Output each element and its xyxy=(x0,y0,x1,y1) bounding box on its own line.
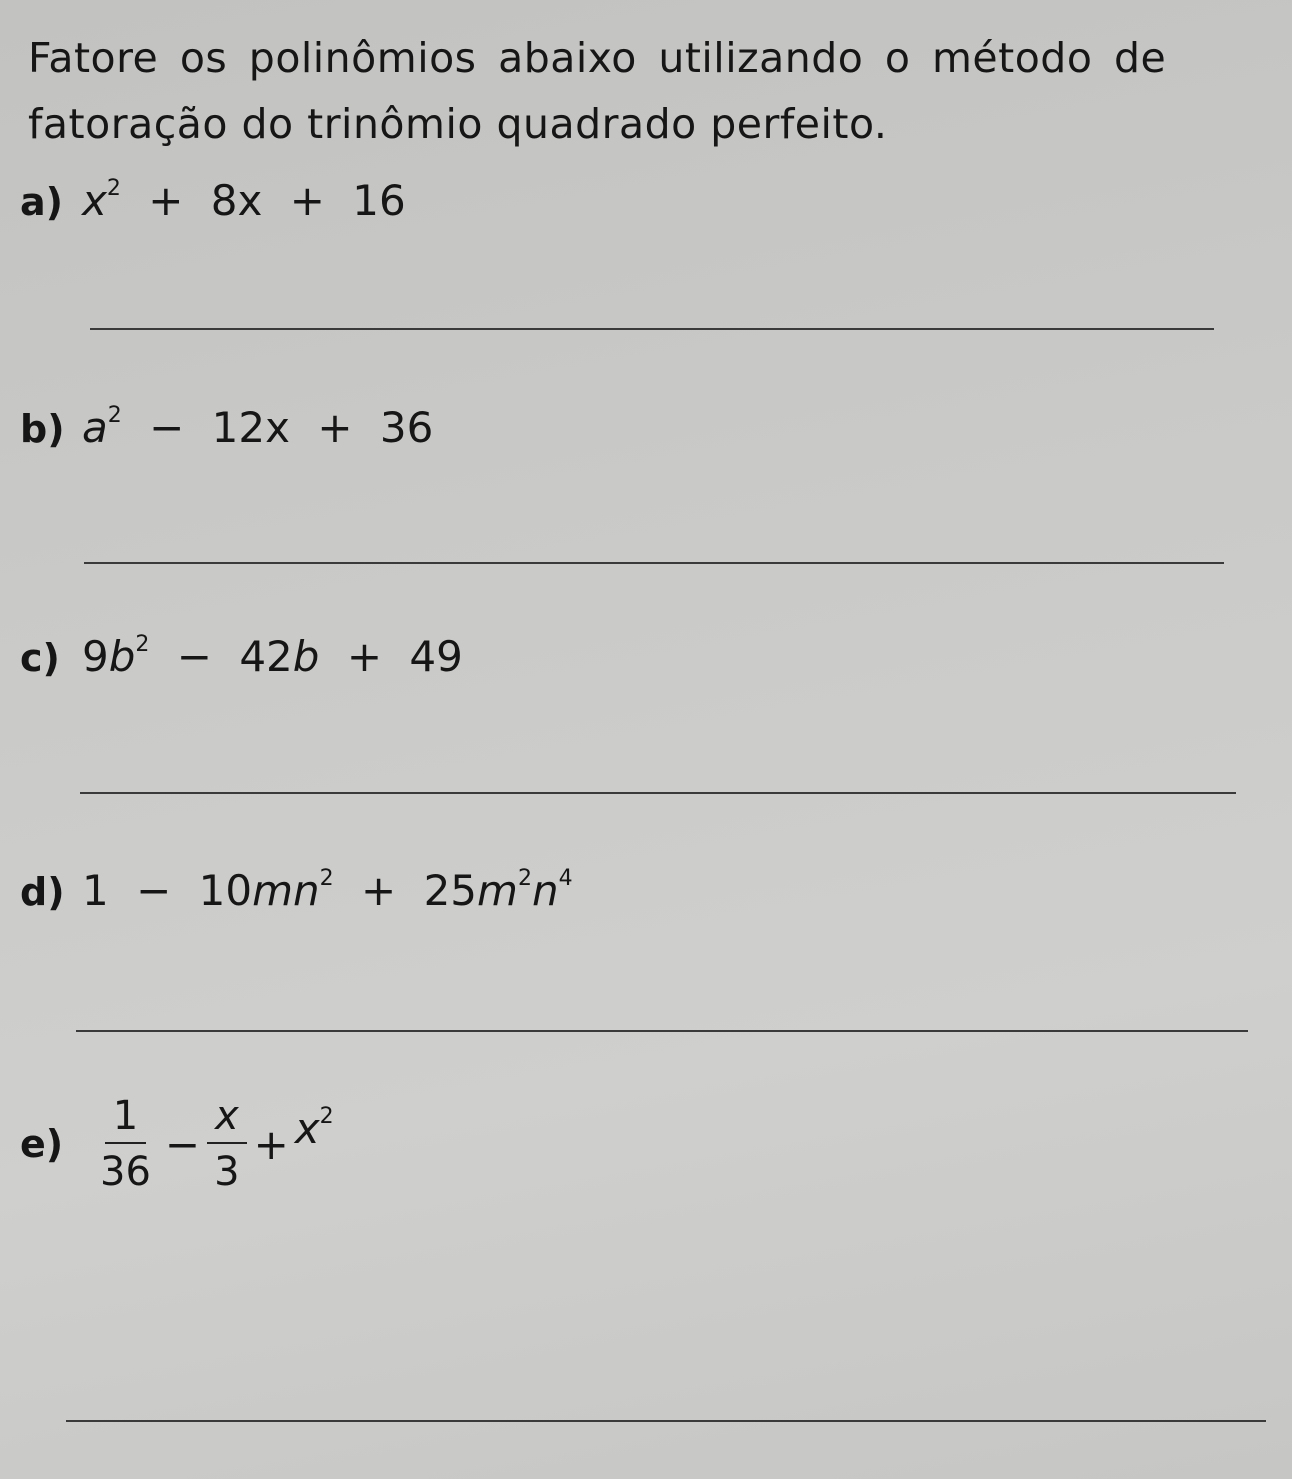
coefficient: 25 xyxy=(423,866,478,915)
exponent: 2 xyxy=(319,1103,334,1129)
instruction-line-2: fatoração do trinômio quadrado perfeito. xyxy=(28,100,888,148)
answer-line-c[interactable] xyxy=(80,792,1236,794)
exercise-e xyxy=(20,1093,334,1195)
exercise-c xyxy=(20,632,463,681)
fraction xyxy=(206,1093,247,1195)
exponent: 2 xyxy=(135,632,150,657)
coefficient: 10 xyxy=(198,866,253,915)
exponent: 2 xyxy=(517,866,532,891)
term: 12x xyxy=(211,403,290,452)
exercise-b xyxy=(20,403,433,452)
term: a xyxy=(82,403,108,452)
exercise-b-label: b) xyxy=(20,407,65,451)
term: x xyxy=(82,176,107,225)
operator: + xyxy=(346,632,383,681)
term: 16 xyxy=(352,176,406,225)
instruction-line-1: Fatore os polinômios abaixo utilizando o método de xyxy=(28,34,1167,82)
term: 36 xyxy=(379,403,434,452)
answer-line-d[interactable] xyxy=(76,1030,1248,1032)
term: b xyxy=(108,632,136,681)
exercise-c-label: c) xyxy=(20,636,60,680)
operator: − xyxy=(164,1119,201,1169)
exercise-a-expression xyxy=(82,176,406,225)
operator: + xyxy=(289,176,325,225)
exercise-c-expression xyxy=(82,632,463,681)
term-base: x xyxy=(294,1103,320,1153)
fraction xyxy=(92,1093,159,1195)
numerator: x xyxy=(207,1096,247,1144)
operator: + xyxy=(253,1119,289,1169)
answer-line-e[interactable] xyxy=(66,1420,1266,1422)
exercise-d xyxy=(20,866,573,915)
exercise-d-expression xyxy=(82,866,573,915)
numerator: 1 xyxy=(105,1096,146,1144)
coefficient: 42 xyxy=(239,632,293,681)
term: b xyxy=(292,632,320,681)
term: m xyxy=(477,866,518,915)
term: 1 xyxy=(82,866,109,915)
operator: − xyxy=(136,866,172,915)
term: n xyxy=(531,866,559,915)
operator: − xyxy=(176,632,212,681)
coefficient: 9 xyxy=(82,632,109,681)
denominator: 36 xyxy=(100,1149,151,1195)
operator: + xyxy=(148,176,184,225)
exercise-a-label: a) xyxy=(20,180,64,224)
answer-line-b[interactable] xyxy=(84,562,1224,564)
operator: + xyxy=(317,403,353,452)
operator: − xyxy=(149,403,185,452)
answer-line-a[interactable] xyxy=(90,328,1214,330)
exponent: 2 xyxy=(106,176,121,201)
term: 8x xyxy=(210,176,263,225)
term xyxy=(295,1104,334,1153)
denominator: 3 xyxy=(214,1149,240,1195)
exercise-e-label: e) xyxy=(20,1122,64,1166)
term: 49 xyxy=(409,632,463,681)
exponent: 2 xyxy=(319,866,334,891)
exercise-b-expression xyxy=(82,403,433,452)
operator: + xyxy=(361,866,397,915)
exponent: 2 xyxy=(107,403,122,428)
term: mn xyxy=(252,866,320,915)
exercise-d-label: d) xyxy=(20,870,65,914)
exercise-a xyxy=(20,176,406,225)
exponent: 4 xyxy=(558,866,573,891)
